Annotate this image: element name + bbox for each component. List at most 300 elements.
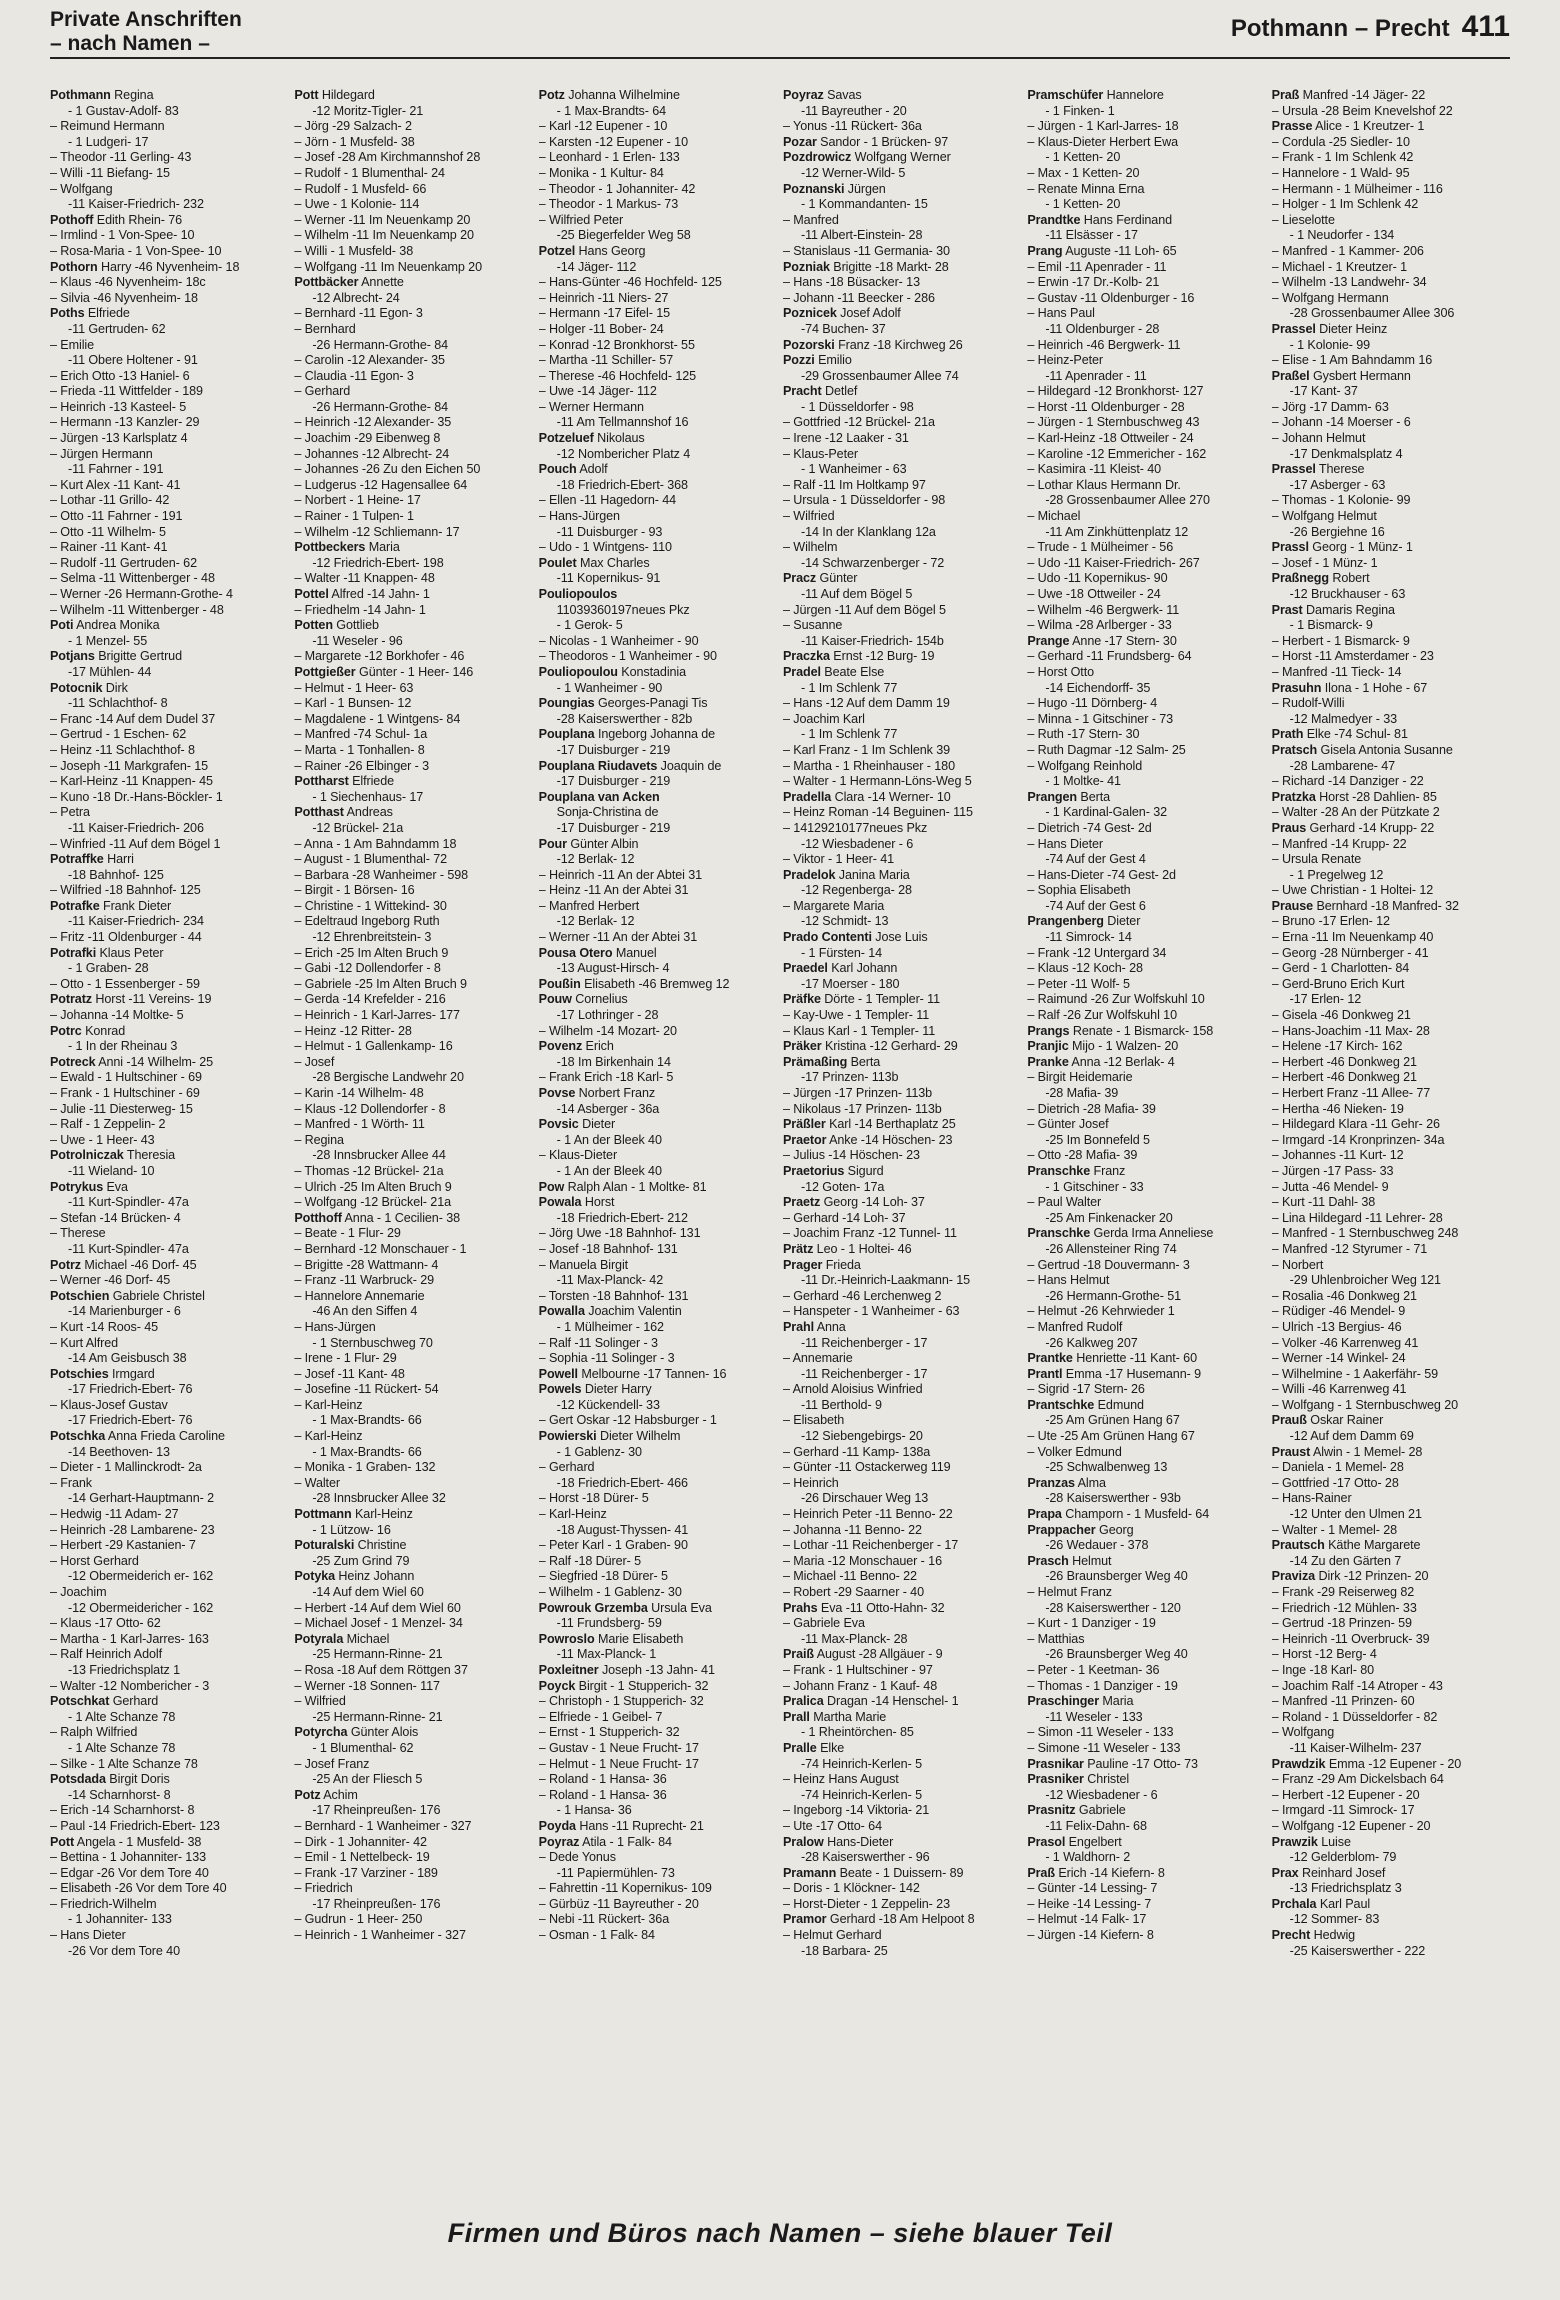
entry-detail: – Christine - 1 Wittekind- 30: [294, 898, 447, 913]
entry-detail: -26 Hermann-Grothe- 84: [312, 399, 449, 414]
surname-entry: [1027, 88, 1265, 104]
listing-line: [1027, 291, 1265, 307]
listing-line: [294, 634, 532, 650]
listing-line: [50, 1912, 288, 1928]
entry-detail: Janina Maria: [835, 867, 910, 882]
entry-detail: – Frank -29 Reiserweg 82: [1271, 1585, 1415, 1599]
surname-entry: [1027, 790, 1265, 806]
listing-line: [50, 1663, 288, 1679]
entry-detail: – Heinrich Peter -11 Benno- 22: [782, 1507, 953, 1522]
entry-detail: – Julius -14 Höschen- 23: [782, 1148, 920, 1163]
listing-line: [1027, 1211, 1265, 1227]
entry-detail: – Siegfried -18 Dürer- 5: [538, 1569, 668, 1584]
entry-detail: – Heinrich -28 Lambarene- 23: [50, 1522, 215, 1537]
surname: Pracht: [782, 384, 822, 399]
entry-detail: Theresia: [123, 1148, 176, 1163]
entry-detail: – Rudolf-Willi: [1271, 696, 1345, 711]
entry-detail: – Frank: [50, 1475, 92, 1490]
surname: Pranschke: [1027, 1163, 1091, 1178]
listing-line: [1027, 1881, 1265, 1897]
surname-entry: [1027, 1757, 1265, 1773]
entry-detail: – Willi - 1 Musfeld- 38: [294, 243, 414, 258]
listing-line: [50, 228, 288, 244]
listing-line: [50, 774, 288, 790]
listing-line: [783, 1367, 1021, 1383]
entry-detail: -17 Kant- 37: [1289, 384, 1358, 399]
entry-detail: – Manfred -11 Tieck- 14: [1271, 664, 1402, 679]
entry-detail: – Cordula -25 Siedler- 10: [1271, 134, 1410, 149]
listing-line: [294, 1897, 532, 1913]
surname: Poyck: [538, 1678, 576, 1693]
entry-detail: Erich -14 Kiefern- 8: [1054, 1865, 1165, 1880]
entry-detail: – Michael - 1 Kreutzer- 1: [1271, 259, 1408, 274]
surname-entry: [294, 1788, 532, 1804]
listing-line: [539, 104, 777, 120]
listing-line: [1027, 197, 1265, 213]
listing-line: [783, 1538, 1021, 1554]
surname-entry: [1272, 1897, 1510, 1913]
listing-line: [1272, 1788, 1510, 1804]
entry-detail: Marie Elisabeth: [594, 1631, 684, 1646]
listing-line: [50, 1445, 288, 1461]
listing-line: [1272, 946, 1510, 962]
listing-line: [539, 1772, 777, 1788]
entry-detail: -11 Frundsberg- 59: [556, 1616, 662, 1631]
section-title: [50, 8, 242, 56]
listing-line: [50, 1117, 288, 1133]
listing-line: [539, 1757, 777, 1773]
listing-line: [1272, 1663, 1510, 1679]
entry-detail: Hans Georg: [575, 243, 646, 258]
surname: Pralow: [782, 1834, 824, 1849]
entry-detail: -11 Kaiser-Wilhelm- 237: [1289, 1740, 1422, 1755]
listing-line: [1272, 1148, 1510, 1164]
listing-line: [1272, 1320, 1510, 1336]
entry-detail: Luise: [1317, 1834, 1351, 1849]
listing-line: [50, 1585, 288, 1601]
listing-line: [539, 1694, 777, 1710]
entry-detail: - 1 Kommandanten- 15: [800, 197, 928, 212]
entry-detail: -25 Zum Grind 79: [312, 1553, 410, 1568]
surname: Poznanski: [782, 181, 845, 196]
entry-detail: – Ewald - 1 Hultschiner - 69: [50, 1070, 202, 1085]
listing-line: [783, 369, 1021, 385]
listing-line: [294, 992, 532, 1008]
entry-detail: – Heike -14 Lessing- 7: [1027, 1896, 1152, 1911]
listing-line: [1027, 525, 1265, 541]
listing-line: [1272, 1679, 1510, 1695]
surname-entry: [783, 930, 1021, 946]
entry-detail: Helmut: [1068, 1553, 1112, 1568]
entry-detail: – Heinrich: [782, 1475, 839, 1490]
entry-detail: – Carolin -12 Alexander- 35: [294, 353, 445, 368]
surname: Potyka: [294, 1569, 336, 1584]
entry-detail: Robert: [1328, 571, 1370, 586]
entry-detail: -13 August-Hirsch- 4: [556, 961, 670, 976]
surname-entry: [783, 88, 1021, 104]
listing-line: [50, 1569, 288, 1585]
listing-line: [539, 1258, 777, 1274]
entry-detail: Champorn - 1 Musfeld- 64: [1061, 1507, 1210, 1522]
surname: Praschinger: [1027, 1694, 1100, 1709]
surname: Prassel: [1271, 321, 1316, 336]
listing-line: [50, 353, 288, 369]
surname-entry: [783, 571, 1021, 587]
listing-line: [539, 493, 777, 509]
entry-detail: Dieter Harry: [581, 1382, 652, 1397]
entry-detail: – Johannes -11 Kurt- 12: [1271, 1148, 1404, 1163]
listing-line: [539, 1320, 777, 1336]
entry-detail: – Hildegard Klara -11 Gehr- 26: [1271, 1117, 1440, 1132]
listing-line: [539, 961, 777, 977]
listing-line: [539, 618, 777, 634]
entry-detail: Alma: [1074, 1475, 1106, 1490]
entry-detail: -14 Beethoven- 13: [68, 1444, 170, 1459]
listing-line: [294, 1803, 532, 1819]
listing-line: [539, 1741, 777, 1757]
listing-line: [294, 1382, 532, 1398]
listing-line: [1272, 696, 1510, 712]
listing-line: [50, 384, 288, 400]
surname: Pralle: [782, 1740, 817, 1755]
entry-detail: – Uwe - 1 Kolonie- 114: [294, 197, 420, 212]
listing-line: [1272, 805, 1510, 821]
listing-line: [50, 493, 288, 509]
listing-line: [1027, 478, 1265, 494]
entry-detail: – Herbert - 1 Bismarck- 9: [1271, 633, 1410, 648]
entry-detail: – Holger - 1 Im Schlenk 42: [1271, 197, 1419, 212]
entry-detail: – Josef Franz: [294, 1756, 370, 1771]
listing-line: [1272, 306, 1510, 322]
surname-entry: [783, 961, 1021, 977]
entry-detail: Georg -14 Loh- 37: [820, 1195, 925, 1210]
listing-line: [539, 1460, 777, 1476]
listing-line: [1272, 1803, 1510, 1819]
listing-line: [539, 1289, 777, 1305]
listing-line: [539, 478, 777, 494]
entry-detail: -18 Friedrich-Ebert- 368: [556, 477, 688, 492]
surname: Poußin: [538, 976, 581, 991]
entry-detail: – Karsten -12 Eupener - 10: [538, 134, 688, 149]
listing-line: [783, 1382, 1021, 1398]
listing-line: [783, 618, 1021, 634]
listing-line: [1027, 883, 1265, 899]
surname: Poths: [50, 306, 85, 321]
listing-line: [1272, 1429, 1510, 1445]
surname-entry: [1027, 914, 1265, 930]
surname-entry: [294, 805, 532, 821]
listing-line: [539, 447, 777, 463]
entry-detail: – Osman - 1 Falk- 84: [538, 1928, 655, 1943]
listing-line: [1027, 1445, 1265, 1461]
listing-line: [539, 712, 777, 728]
listing-line: [50, 696, 288, 712]
entry-detail: – Georg -28 Nürnberger - 41: [1271, 945, 1429, 960]
surname-entry: [539, 462, 777, 478]
entry-detail: -11 Wieland- 10: [68, 1163, 155, 1178]
entry-detail: Christel: [1083, 1772, 1130, 1787]
listing-line: [1027, 930, 1265, 946]
entry-detail: – Klaus -12 Koch- 28: [1027, 961, 1143, 976]
entry-detail: -12 Kückendell- 33: [556, 1397, 660, 1412]
listing-line: [783, 540, 1021, 556]
entry-detail: – Walter - 1 Hermann-Löns-Weg 5: [782, 774, 972, 789]
listing-line: [50, 743, 288, 759]
entry-detail: Oskar Rainer: [1306, 1413, 1384, 1428]
entry-detail: – Elise - 1 Am Bahndamm 16: [1271, 353, 1433, 368]
entry-detail: Therese: [1315, 462, 1365, 477]
entry-detail: Regina: [110, 88, 154, 102]
entry-detail: – Elisabeth: [782, 1413, 845, 1428]
listing-line: [1027, 571, 1265, 587]
surname: Potschien: [50, 1288, 110, 1303]
entry-detail: – Wilhelm -11 Wittenberger - 48: [50, 602, 224, 617]
listing-line: [1027, 119, 1265, 135]
surname-entry: [294, 618, 532, 634]
surname: Prasch: [1027, 1553, 1069, 1568]
entry-detail: -74 Auf der Gest 4: [1045, 852, 1146, 867]
entry-detail: – Ellen -11 Hagedorn- 44: [538, 493, 677, 508]
surname-entry: [539, 1601, 777, 1617]
surname: Pothorn: [50, 259, 98, 274]
entry-detail: – Horst -11 Oldenburger - 28: [1027, 399, 1185, 414]
surname-entry: [294, 1569, 532, 1585]
entry-detail: – Gürbüz -11 Bayreuther - 20: [538, 1896, 699, 1911]
entry-detail: -17 Duisburger - 219: [556, 742, 671, 757]
entry-detail: Anke -14 Höschen- 23: [826, 1132, 953, 1147]
entry-detail: – Karl-Heinz: [294, 1397, 363, 1412]
listing-line: [783, 837, 1021, 853]
entry-detail: – Fritz -11 Oldenburger - 44: [50, 930, 202, 945]
entry-detail: – Johann -14 Moerser - 6: [1271, 415, 1411, 430]
listing-line: [783, 883, 1021, 899]
surname-entry: [50, 1148, 288, 1164]
listing-line: [1027, 587, 1265, 603]
entry-detail: – Klaus-Josef Gustav: [50, 1397, 168, 1412]
entry-detail: – Lothar Klaus Hermann Dr.: [1027, 477, 1181, 492]
listing-line: [539, 634, 777, 650]
entry-detail: -11 Obere Holtener - 91: [68, 353, 198, 368]
listing-line: [1027, 1912, 1265, 1928]
entry-detail: - 1 An der Bleek 40: [556, 1132, 662, 1147]
entry-detail: Franz: [1090, 1163, 1126, 1178]
surname-entry: [1027, 1164, 1265, 1180]
entry-detail: -28 Lambarene- 47: [1289, 758, 1396, 773]
entry-detail: Anne -17 Stern- 30: [1069, 633, 1177, 648]
listing-line: [1027, 1616, 1265, 1632]
entry-detail: – Hermann -17 Eifel- 15: [538, 306, 671, 321]
surname-entry: [50, 649, 288, 665]
listing-line: [1272, 1273, 1510, 1289]
listing-line: [294, 150, 532, 166]
listing-line: [1272, 1336, 1510, 1352]
surname: Pottgießer: [294, 664, 356, 679]
directory-column: [1027, 88, 1265, 2198]
entry-detail: – Hans Helmut: [1027, 1273, 1110, 1288]
listing-line: [783, 712, 1021, 728]
surname: Potzeluef: [538, 431, 594, 446]
entry-detail: - 1 Sternbuschweg 70: [312, 1335, 433, 1350]
listing-line: [783, 1881, 1021, 1897]
entry-detail: – Trude - 1 Mülheimer - 56: [1027, 540, 1174, 555]
entry-detail: – August - 1 Blumenthal- 72: [294, 852, 448, 867]
listing-line: [539, 228, 777, 244]
entry-detail: – Arnold Aloisius Winfried: [782, 1382, 923, 1397]
entry-detail: Anni -14 Wilhelm- 25: [95, 1054, 214, 1069]
entry-detail: -11 Dr.-Heinrich-Laakmann- 15: [800, 1273, 971, 1288]
surname: Praviza: [1271, 1569, 1316, 1584]
entry-detail: Dieter: [1103, 914, 1141, 929]
listing-line: [50, 1757, 288, 1773]
entry-detail: – Ralf -11 Im Holtkamp 97: [782, 477, 926, 492]
listing-line: [50, 1632, 288, 1648]
entry-detail: -74 Buchen- 37: [800, 321, 886, 336]
surname-entry: [1027, 1803, 1265, 1819]
entry-detail: Hans Ferdinand: [1080, 212, 1173, 227]
listing-line: [50, 868, 288, 884]
entry-detail: -11 Kaiser-Friedrich- 154b: [800, 633, 944, 648]
entry-detail: – Jörg -29 Salzach- 2: [294, 119, 412, 134]
listing-line: [1027, 837, 1265, 853]
listing-line: [1272, 415, 1510, 431]
entry-detail: – Heinrich -12 Alexander- 35: [294, 415, 452, 430]
listing-line: [783, 1819, 1021, 1835]
surname-entry: [294, 1507, 532, 1523]
listing-line: [294, 1164, 532, 1180]
section-title-line1: Private Anschriften: [50, 8, 242, 31]
entry-detail: Emma -12 Eupener - 20: [1325, 1756, 1462, 1771]
entry-detail: Joseph -13 Jahn- 41: [598, 1662, 715, 1677]
listing-line: [1027, 1117, 1265, 1133]
entry-detail: -26 Wedauer - 378: [1045, 1538, 1149, 1553]
entry-detail: Franz -18 Kirchweg 26: [834, 337, 963, 352]
listing-line: [294, 478, 532, 494]
listing-line: [50, 1554, 288, 1570]
surname: Potrz: [50, 1257, 81, 1272]
listing-line: [294, 1258, 532, 1274]
entry-detail: – Matthias: [1027, 1631, 1085, 1646]
listing-line: [783, 899, 1021, 915]
listing-line: [294, 1024, 532, 1040]
entry-detail: - 1 Im Schlenk 77: [800, 727, 898, 742]
listing-line: [1272, 431, 1510, 447]
entry-detail: – Horst -11 Amsterdamer - 23: [1271, 649, 1434, 664]
entry-detail: – Magdalene - 1 Wintgens- 84: [294, 711, 461, 726]
entry-detail: – Margarete -12 Borkhofer - 46: [294, 649, 465, 664]
entry-detail: Gysbert Hermann: [1309, 368, 1411, 383]
footer-note: Firmen und Büros nach Namen – siehe blauer Teil: [447, 2218, 1113, 2248]
entry-detail: – Erich -14 Scharnhorst- 8: [50, 1803, 195, 1818]
entry-detail: – Wilfried: [782, 509, 835, 524]
listing-line: [294, 899, 532, 915]
entry-detail: – Helmut - 1 Gallenkamp- 16: [294, 1039, 453, 1054]
entry-detail: – Gabriele Eva: [782, 1616, 865, 1631]
listing-line: [539, 1445, 777, 1461]
entry-detail: – Hedwig -11 Adam- 27: [50, 1507, 179, 1522]
entry-detail: - 1 Siechenhaus- 17: [312, 789, 424, 804]
entry-detail: Ursula Eva: [647, 1600, 712, 1615]
surname: Pratsch: [1271, 742, 1318, 757]
surname-entry: [1272, 790, 1510, 806]
surname: Pothmann: [50, 88, 111, 102]
entry-detail: -12 Regenberga- 28: [800, 883, 912, 898]
entry-detail: -29 Uhlenbroicher Weg 121: [1289, 1273, 1441, 1288]
listing-line: [1027, 104, 1265, 120]
listing-line: [783, 525, 1021, 541]
listing-line: [1272, 1460, 1510, 1476]
entry-detail: – Erna -11 Im Neuenkamp 40: [1271, 930, 1434, 945]
entry-detail: – Rudolf -11 Gertruden- 62: [50, 555, 197, 570]
surname-entry: [539, 1679, 777, 1695]
listing-line: [783, 587, 1021, 603]
entry-detail: – Frank - 1 Hultschiner - 69: [50, 1086, 200, 1100]
entry-detail: – Michael: [1027, 509, 1081, 524]
entry-detail: Dieter Wilhelm: [596, 1429, 681, 1444]
entry-detail: Cornelius: [571, 992, 628, 1007]
entry-detail: -11 Duisburger - 93: [556, 524, 663, 539]
entry-detail: – Erich -25 Im Alten Bruch 9: [294, 945, 449, 960]
listing-line: [1027, 852, 1265, 868]
entry-detail: -26 Bergiehne 16: [1289, 524, 1385, 539]
surname: Pour: [538, 836, 567, 851]
surname-entry: [783, 1195, 1021, 1211]
entry-detail: Joaquin de: [657, 758, 722, 773]
listing-line: [539, 930, 777, 946]
entry-detail: -14 Auf dem Wiel 60: [312, 1585, 424, 1599]
entry-detail: – Karoline -12 Emmericher - 162: [1027, 446, 1207, 461]
listing-line: [1027, 1304, 1265, 1320]
listing-line: [539, 525, 777, 541]
surname: Prasuhn: [1271, 680, 1322, 695]
surname: Poyraz: [782, 88, 824, 102]
listing-line: [294, 431, 532, 447]
entry-detail: – Manfred: [782, 212, 839, 227]
entry-detail: Josef Adolf: [836, 306, 901, 321]
entry-detail: – Rainer - 1 Tulpen- 1: [294, 509, 414, 524]
listing-line: [783, 462, 1021, 478]
listing-line: [50, 1491, 288, 1507]
entry-detail: – Friedrich: [294, 1881, 353, 1896]
entry-detail: Adolf: [576, 462, 608, 477]
listing-line: [539, 400, 777, 416]
listing-line: [783, 1944, 1021, 1960]
entry-detail: – Birgit - 1 Börsen- 16: [294, 883, 415, 898]
listing-line: [294, 1086, 532, 1102]
surname-entry: [783, 1242, 1021, 1258]
entry-detail: -25 Am Grünen Hang 67: [1045, 1413, 1180, 1428]
entry-detail: – Paul -14 Friedrich-Ebert- 123: [50, 1818, 220, 1833]
surname: Pottmann: [294, 1507, 352, 1522]
listing-line: [50, 182, 288, 198]
listing-line: [50, 977, 288, 993]
entry-detail: -11 Reichenberger - 17: [800, 1335, 928, 1350]
surname-entry: [1027, 1507, 1265, 1523]
listing-line: [50, 478, 288, 494]
entry-detail: Harry -46 Nyvenheim- 18: [97, 259, 240, 274]
entry-detail: – Gerd - 1 Charlotten- 84: [1271, 961, 1410, 976]
listing-line: [1027, 322, 1265, 338]
entry-detail: – Karin -14 Wilhelm- 48: [294, 1086, 424, 1100]
entry-detail: – Thomas -12 Brückel- 21a: [294, 1163, 444, 1178]
listing-line: [539, 1507, 777, 1523]
entry-detail: – Ralph Wilfried: [50, 1725, 138, 1740]
surname-entry: [50, 992, 288, 1008]
listing-line: [539, 260, 777, 276]
surname: Powroslo: [538, 1631, 595, 1646]
entry-detail: – Heinrich -13 Kasteel- 5: [50, 399, 187, 414]
listing-line: [539, 1788, 777, 1804]
entry-detail: – Hanspeter - 1 Wanheimer - 63: [782, 1304, 960, 1319]
